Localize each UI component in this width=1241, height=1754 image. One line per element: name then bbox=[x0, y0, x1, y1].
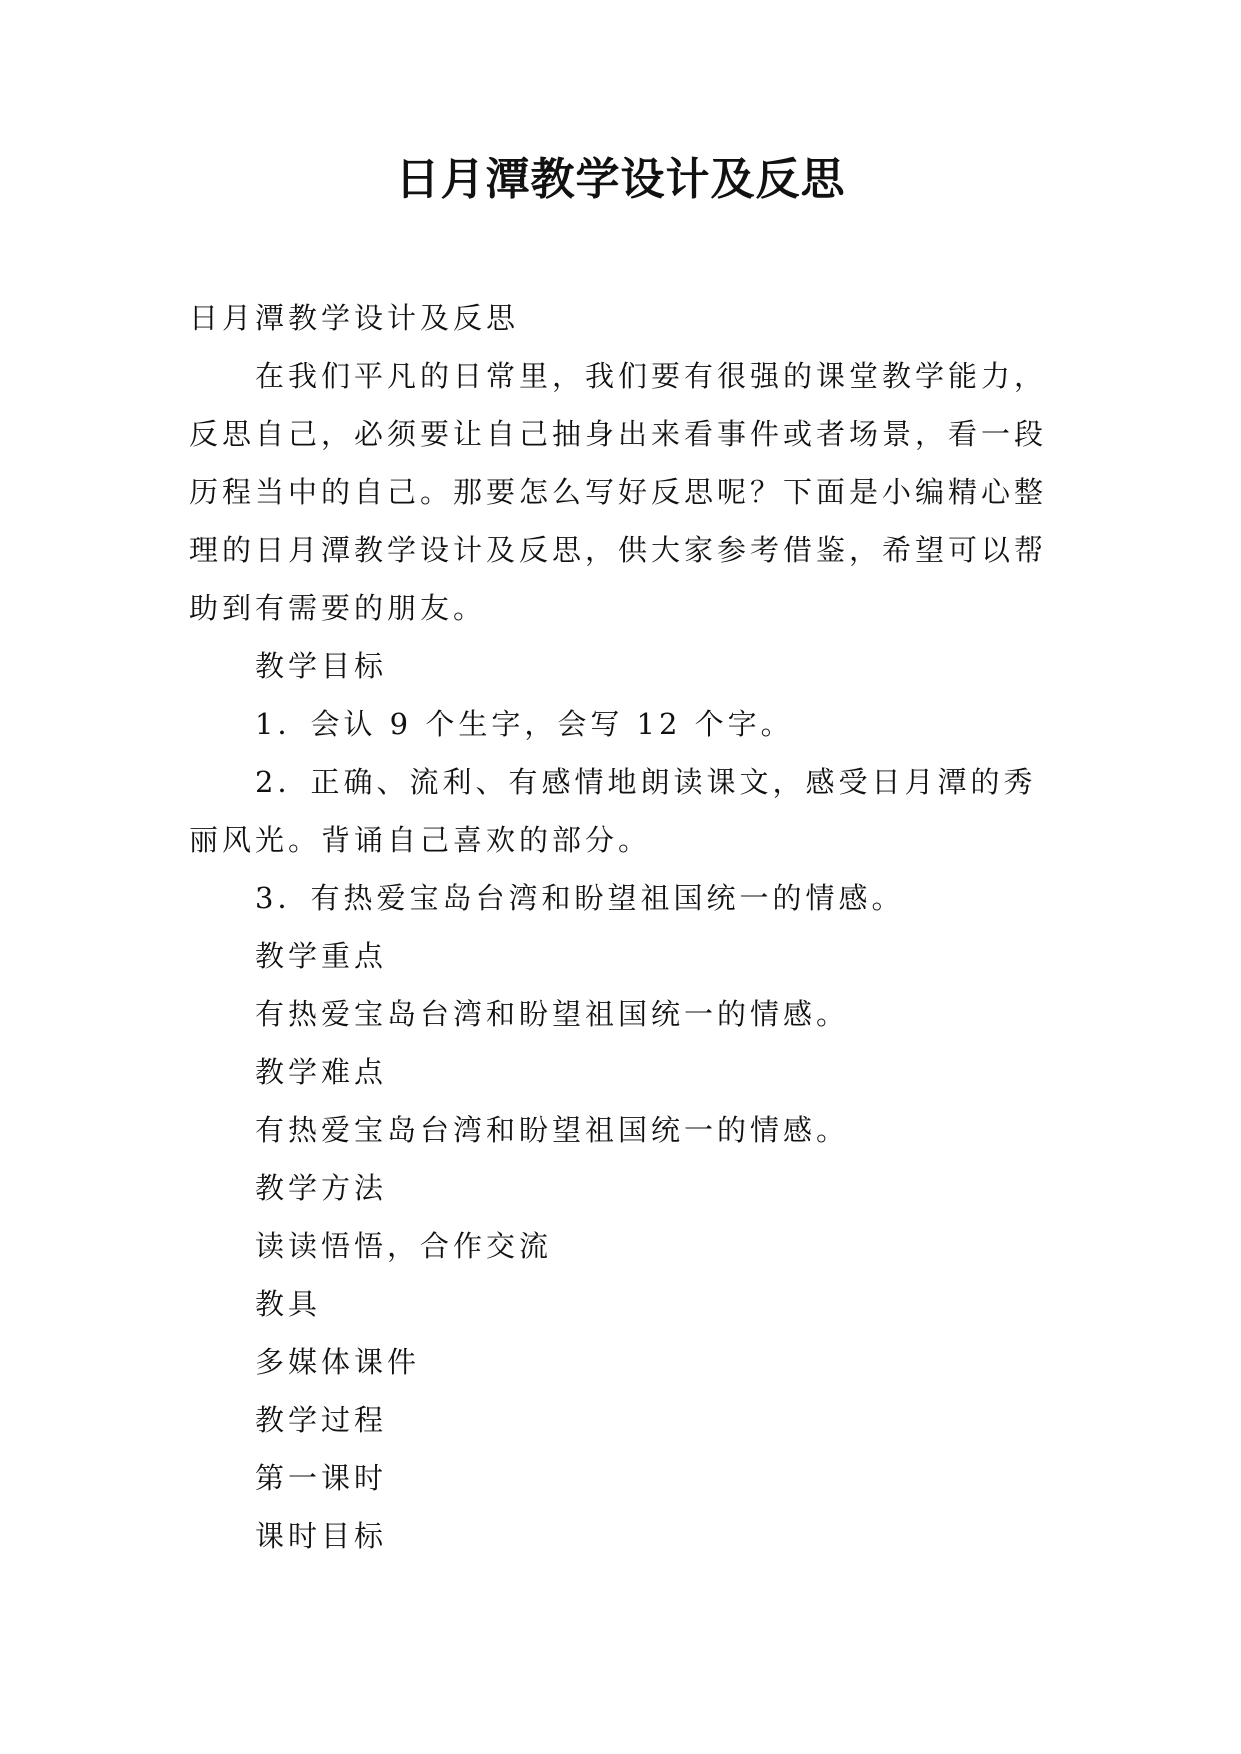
intro-paragraph: 在我们平凡的日常里，我们要有很强的课堂教学能力，反思自己，必须要让自己抽身出来看事件或者场景，看一段历程当中的自己。那要怎么写好反思呢？下面是小编精心整理的日月潭教学设计及反思，供大家参考借鉴，希望可以帮助到有需要的朋友。 bbox=[189, 359, 1048, 625]
objective-item-2: 2．正确、流利、有感情地朗读课文，感受日月潭的秀丽风光。背诵自己喜欢的部分。 bbox=[189, 765, 1037, 857]
document-title: 日月潭教学设计及反思 bbox=[395, 154, 846, 205]
difficulties-text: 有热爱宝岛台湾和盼望祖国统一的情感。 bbox=[255, 1113, 850, 1147]
section-heading-process: 教学过程 bbox=[255, 1403, 388, 1437]
lesson-one-heading: 第一课时 bbox=[255, 1461, 388, 1495]
teaching-aids-text: 多媒体课件 bbox=[255, 1345, 421, 1379]
lesson-objectives-heading: 课时目标 bbox=[255, 1519, 388, 1553]
methods-text: 读读悟悟，合作交流 bbox=[255, 1229, 553, 1263]
section-heading-methods: 教学方法 bbox=[255, 1171, 388, 1205]
section-heading-key-points: 教学重点 bbox=[255, 939, 388, 973]
objective-item-1: 1．会认 9 个生字，会写 12 个字。 bbox=[255, 707, 794, 741]
key-points-text: 有热爱宝岛台湾和盼望祖国统一的情感。 bbox=[255, 997, 850, 1031]
section-heading-objectives: 教学目标 bbox=[255, 649, 388, 683]
section-heading-teaching-aids: 教具 bbox=[255, 1287, 322, 1321]
objective-item-3: 3．有热爱宝岛台湾和盼望祖国统一的情感。 bbox=[255, 881, 905, 915]
section-heading-difficulties: 教学难点 bbox=[255, 1055, 388, 1089]
subtitle-paragraph: 日月潭教学设计及反思 bbox=[189, 301, 520, 335]
document-body bbox=[189, 289, 1049, 1565]
